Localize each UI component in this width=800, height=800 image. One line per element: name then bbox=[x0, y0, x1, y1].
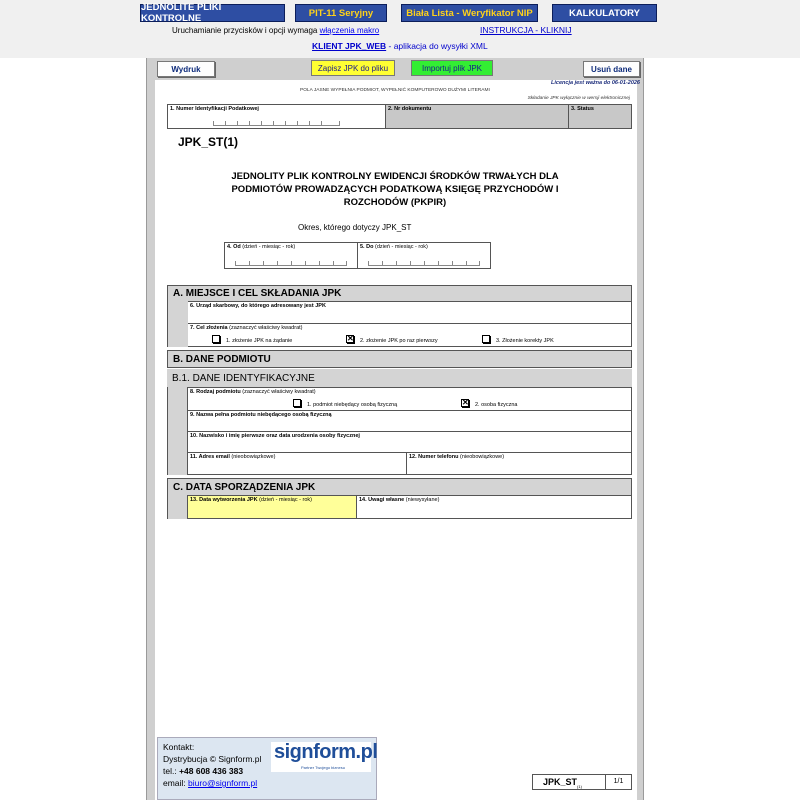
period-to-label-hint: (dzień - miesiąc - rok) bbox=[373, 244, 428, 250]
signform-logo-word: signform.pl bbox=[274, 741, 378, 763]
section-a-margin bbox=[167, 301, 188, 347]
document-code: JPK_ST(1) bbox=[178, 135, 239, 149]
document-number-label: 2. Nr dokumentu bbox=[388, 106, 432, 112]
contact-phone bbox=[163, 765, 261, 777]
entity-type-field bbox=[187, 387, 632, 411]
own-notes-field[interactable] bbox=[356, 495, 632, 519]
entity-type-label-hint: (zaznaczyć właściwy kwadrat) bbox=[240, 389, 316, 395]
own-notes-label-bold: 14. Uwagi własne bbox=[359, 497, 405, 503]
status-label: 3. Status bbox=[571, 106, 594, 112]
purpose-option-1-label: 1. złożenie JPK na żądanie bbox=[226, 338, 293, 344]
creation-date-label-bold: 13. Data wytworzenia JPK bbox=[190, 497, 258, 503]
nip-ticks bbox=[213, 122, 340, 126]
email-label-hint: (nieobowiązkowe) bbox=[229, 454, 276, 460]
period-to-label-bold: 5. Do bbox=[360, 244, 374, 250]
section-a-header: A. MIEJSCE I CEL SKŁADANIA JPK bbox=[167, 285, 632, 302]
full-name-label: 9. Nazwa pełna podmiotu niebędącego osobą fizyczną bbox=[190, 412, 332, 418]
footer-document-code bbox=[532, 774, 632, 790]
entity-type-label bbox=[188, 388, 631, 396]
footer-page-number: 1/1 bbox=[605, 775, 631, 789]
contact-email-link[interactable]: biuro@signform.pl bbox=[188, 778, 258, 788]
creation-date-field[interactable] bbox=[187, 495, 357, 519]
contact-label: Kontakt: bbox=[163, 742, 195, 752]
fill-instruction-note: POLA JASNE WYPEŁNIA PODMIOT, WYPEŁNIĆ KOMPUTEROWO DUŻYMI LITERAMI bbox=[300, 88, 490, 93]
nip-field[interactable] bbox=[167, 104, 386, 129]
license-info: Licencja jest ważna do 06-01-2026 bbox=[551, 80, 640, 86]
print-button[interactable]: Wydruk bbox=[157, 61, 215, 77]
tax-office-field[interactable] bbox=[187, 301, 632, 324]
entity-type-option-2-checkbox[interactable]: ✕ bbox=[462, 398, 469, 407]
contact-distribution: Dystrybucja © Signform.pl bbox=[163, 754, 262, 764]
person-name-field[interactable] bbox=[187, 431, 632, 453]
person-name-label: 10. Nazwisko i imię pierwsze oraz data urodzenia osoby fizycznej bbox=[190, 433, 360, 439]
creation-date-label bbox=[188, 496, 356, 504]
footer-code-main: JPK_ST bbox=[543, 777, 578, 787]
footer-code-sub: (1) bbox=[577, 783, 582, 789]
document-title: JEDNOLITY PLIK KONTROLNY EWIDENCJI ŚRODKÓW TRWAŁYCH DLA PODMIOTÓW PROWADZĄCYCH PODATKOWĄ KSIĘGĘ PRZYCHODÓW I ROZCHODÓW (PKPIR) bbox=[231, 171, 559, 208]
section-b-header: B. DANE PODMIOTU bbox=[167, 350, 632, 368]
email-field[interactable] bbox=[187, 452, 407, 475]
period-to-field[interactable] bbox=[357, 242, 491, 269]
section-c-margin bbox=[167, 495, 188, 519]
client-jpk-web-bold: KLIENT JPK_WEB bbox=[312, 41, 387, 51]
phone-field[interactable] bbox=[406, 452, 632, 475]
footer-code-text bbox=[543, 777, 582, 789]
client-jpk-web-link[interactable] bbox=[312, 41, 488, 51]
clear-data-button[interactable]: Usuń dane bbox=[583, 61, 640, 77]
nav-button-biala-lista[interactable]: Biała Lista - Weryfikator NIP bbox=[401, 4, 538, 22]
full-name-field[interactable] bbox=[187, 410, 632, 432]
period-label: Okres, którego dotyczy JPK_ST bbox=[298, 223, 412, 232]
signform-logo-sub: Partner Twojego biznesu bbox=[301, 765, 345, 770]
section-b-margin bbox=[167, 387, 188, 475]
purpose-option-2-label: 2. złożenie JPK po raz pierwszy bbox=[360, 338, 438, 344]
period-from-field[interactable] bbox=[224, 242, 358, 269]
own-notes-label-hint: (niewysyłane) bbox=[404, 497, 440, 503]
signform-logo[interactable] bbox=[271, 741, 378, 772]
status-field bbox=[568, 104, 632, 129]
purpose-option-2-checkbox[interactable]: ✕ bbox=[347, 334, 354, 343]
entity-type-label-bold: 8. Rodzaj podmiotu bbox=[190, 389, 241, 395]
section-b1-header: B.1. DANE IDENTYFIKACYJNE bbox=[167, 369, 632, 387]
purpose-label-hint: (zaznaczyć właściwy kwadrat) bbox=[227, 325, 303, 331]
email-label-bold: 11. Adres email bbox=[190, 454, 230, 460]
phone-label-hint: (nieobowiązkowe) bbox=[458, 454, 505, 460]
purpose-label bbox=[188, 324, 631, 332]
contact-phone-label: tel.: bbox=[163, 766, 180, 776]
period-from-label-bold: 4. Od bbox=[227, 244, 241, 250]
instruction-link[interactable]: INSTRUKCJA - KLIKNIJ bbox=[480, 25, 572, 35]
purpose-label-bold: 7. Cel złożenia bbox=[190, 325, 228, 331]
contact-phone-number: +48 608 436 383 bbox=[179, 766, 244, 776]
purpose-option-3-checkbox[interactable] bbox=[482, 335, 490, 343]
period-from-label-hint: (dzień - miesiąc - rok) bbox=[240, 244, 296, 250]
period-to-ticks bbox=[368, 262, 480, 266]
import-jpk-button[interactable]: Importuj plik JPK bbox=[411, 60, 493, 76]
nav-button-kalkulatory[interactable]: KALKULATORY bbox=[552, 4, 657, 22]
entity-type-option-1-checkbox[interactable] bbox=[293, 399, 301, 407]
document-number-field bbox=[385, 104, 569, 129]
creation-date-label-hint: (dzień - miesiąc - rok) bbox=[257, 497, 312, 503]
phone-label-bold: 12. Numer telefonu bbox=[409, 454, 459, 460]
contact-email bbox=[163, 777, 261, 789]
nav-button-pit11[interactable]: PIT-11 Seryjny bbox=[295, 4, 387, 22]
section-c-header: C. DATA SPORZĄDZENIA JPK bbox=[167, 478, 632, 496]
entity-type-option-1-label: 1. podmiot niebędący osobą fizyczną bbox=[307, 402, 398, 408]
nip-label: 1. Numer Identyfikacji Podatkowej bbox=[170, 106, 259, 112]
macro-notice bbox=[172, 26, 379, 35]
period-to-label bbox=[358, 243, 490, 251]
purpose-option-3-label: 3. Złożenie korekty JPK bbox=[496, 338, 554, 344]
entity-type-option-2-label: 2. osoba fizyczna bbox=[475, 402, 518, 408]
macro-link[interactable]: włączenia makro bbox=[319, 26, 380, 35]
email-label bbox=[188, 453, 406, 461]
contact-email-label: email: bbox=[163, 778, 189, 788]
contact-box bbox=[157, 737, 377, 800]
period-from-ticks bbox=[235, 262, 347, 266]
tax-office-label: 6. Urząd skarbowy, do którego adresowany jest JPK bbox=[190, 303, 326, 309]
macro-notice-text: Uruchamianie przycisków i opcji wymaga bbox=[172, 26, 320, 35]
electronic-note: Składanie JPK wyłącznie w wersji elektronicznej bbox=[527, 96, 630, 101]
client-jpk-web-rest: - aplikacja do wysyłki XML bbox=[386, 41, 488, 51]
period-from-label bbox=[225, 243, 357, 251]
purpose-option-1-checkbox[interactable] bbox=[212, 335, 220, 343]
own-notes-label bbox=[357, 496, 631, 504]
top-bar bbox=[0, 0, 800, 58]
contact-text bbox=[163, 741, 261, 789]
phone-label bbox=[407, 453, 631, 461]
save-jpk-button[interactable]: Zapisz JPK do pliku bbox=[311, 60, 395, 76]
nav-button-jpk[interactable]: JEDNOLITE PLIKI KONTROLNE bbox=[140, 4, 285, 22]
